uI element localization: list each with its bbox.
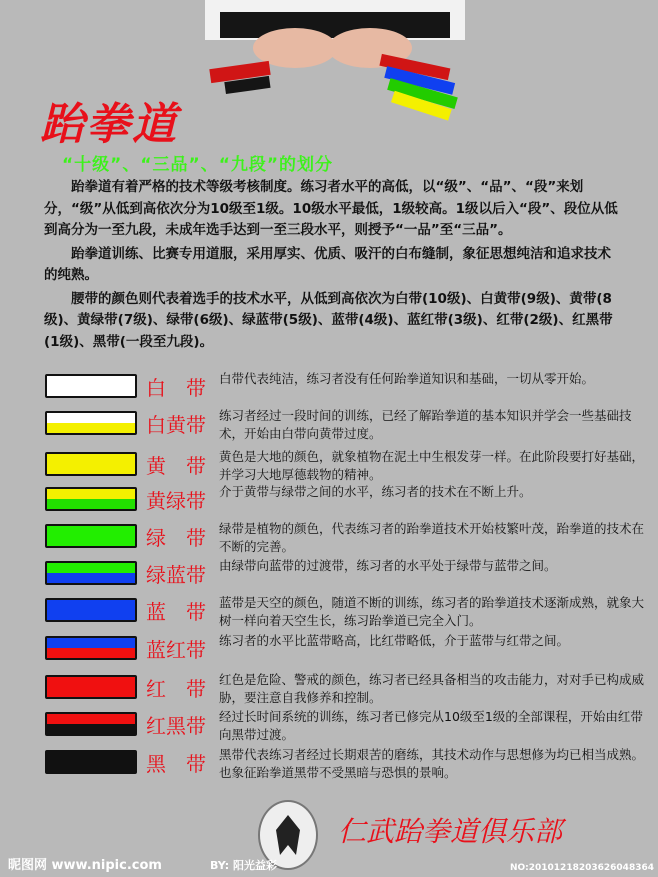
belt-name: 蓝 带 <box>146 600 206 624</box>
belt-name: 绿蓝带 <box>146 563 206 587</box>
club-name: 仁武跆拳道俱乐部 <box>338 815 563 848</box>
belt-description: 练习者经过一段时间的训练，已经了解跆拳道的基本知识并学会一些基础技术，开始由白带向黄带过度。 <box>219 408 632 441</box>
belt-description: 黑带代表练习者经过长期艰苦的磨练，其技术动作与思想修为均已相当成熟。也象征跆拳道黑带不受黑暗与恐惧的景响。 <box>219 747 645 780</box>
belt-name: 白黄带 <box>146 413 206 437</box>
intro-text <box>44 177 624 355</box>
belt-description: 练习者的水平比蓝带略高，比红带略低，介于蓝带与红带之间。 <box>219 633 570 648</box>
belt-swatch <box>45 636 137 660</box>
belt-name: 黄绿带 <box>146 489 206 513</box>
intro-paragraph: 跆拳道训练、比赛专用道服，采用厚实、优质、吸汗的白布缝制，象征思想纯洁和追求技术的纯熟。 <box>44 245 611 283</box>
belt-description: 白带代表纯洁，练习者没有任何跆拳道知识和基础，一切从零开始。 <box>219 371 595 386</box>
belt-swatch <box>45 487 137 511</box>
intro-paragraph: 腰带的颜色则代表着选手的技术水平，从低到高依次为白带(10级)、白黄带(9级)、黄带(8级)、黄绿带(7级)、绿带(6级)、绿蓝带(5级)、蓝带(4级)、蓝红带(3级)、红带(2级)、红黑带(1级)、黑带(一段至九段)。 <box>44 290 613 350</box>
belt-row <box>45 407 645 441</box>
belt-name: 绿 带 <box>146 526 206 550</box>
belt-description: 由绿带向蓝带的过渡带，练习者的水平处于绿带与蓝带之间。 <box>219 558 557 573</box>
belt-swatch <box>45 750 137 774</box>
belt-description: 介于黄带与绿带之间的水平，练习者的技术在不断上升。 <box>219 484 532 499</box>
belt-swatch <box>45 374 137 398</box>
belt-row <box>45 448 645 482</box>
belt-swatch <box>45 675 137 699</box>
belt-swatch <box>45 411 137 435</box>
belt-name: 红黑带 <box>146 714 206 738</box>
belt-row <box>45 483 645 517</box>
belt-description: 黄色是大地的颜色，就象植物在泥土中生根发芽一样。在此阶段要打好基础，并学习大地厚德载物的精神。 <box>219 449 645 482</box>
belt-row <box>45 520 645 554</box>
belt-name: 黄 带 <box>146 454 206 478</box>
belt-row <box>45 746 645 780</box>
watermark-number: NO:20101218203626048364 <box>509 863 654 873</box>
belt-description: 蓝带是天空的颜色，随道不断的训练，练习者的跆拳道技术逐渐成熟，就象大树一样向着天空生长，练习跆拳道已完全入门。 <box>219 595 645 628</box>
belt-row <box>45 370 645 404</box>
belt-name: 黑 带 <box>146 752 206 776</box>
belt-description: 红色是危险、警戒的颜色，练习者已经具备相当的攻击能力，对对手已构成威胁，要注意自我修养和控制。 <box>219 672 645 705</box>
belt-row <box>45 708 645 742</box>
watermark-author: BY: 阳光益彩 <box>210 859 278 872</box>
belt-name: 白 带 <box>146 376 206 400</box>
belt-swatch <box>45 712 137 736</box>
page-title: 跆拳道 <box>40 99 178 150</box>
belt-row <box>45 671 645 705</box>
belt-description: 经过长时间系统的训练，练习者已修完从10级至1级的全部课程，开始由红带向黑带过渡。 <box>219 709 643 742</box>
belt-swatch <box>45 452 137 476</box>
belt-name: 红 带 <box>146 677 206 701</box>
intro-paragraph: 跆拳道有着严格的技术等级考核制度。练习者水平的高低，以“级”、“品”、“段”来划分，“级”从低到高依次分为10级至1级。10级水平最低，1级较高。1级以后入“段”、段位从低到高分为一至九段，未成年选手达到一至三段水平，则授予“一品”至“三品”。 <box>44 179 618 238</box>
watermark-site: 昵图网 www.nipic.com <box>8 858 162 873</box>
subtitle: “十级”、“三品”、“九段”的划分 <box>62 155 334 175</box>
belt-row <box>45 557 645 591</box>
hero-photo-belts <box>200 0 470 130</box>
belt-row <box>45 594 645 628</box>
belt-swatch <box>45 524 137 548</box>
belt-swatch <box>45 561 137 585</box>
belt-swatch <box>45 598 137 622</box>
belt-row <box>45 632 645 666</box>
belt-description: 绿带是植物的颜色，代表练习者的跆拳道技术开始枝繁叶茂，跆拳道的技术在不断的完善。 <box>219 521 645 554</box>
belt-name: 蓝红带 <box>146 638 206 662</box>
